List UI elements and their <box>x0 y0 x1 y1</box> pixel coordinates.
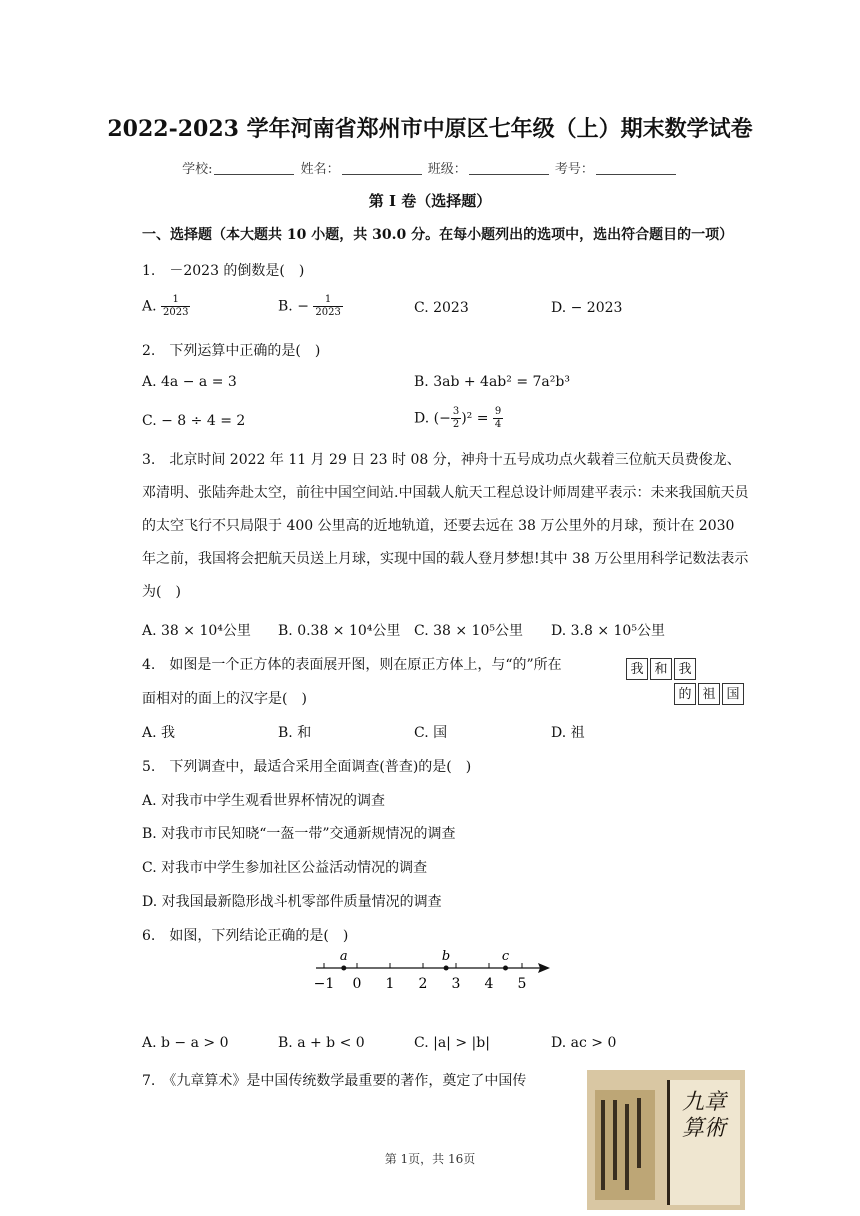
book-text-column <box>601 1100 605 1190</box>
question-6-stem: 6. 如图，下列结论正确的是( ) <box>142 928 349 944</box>
question-6-option-b[interactable]: B. a + b < 0 <box>278 1035 365 1051</box>
cube-cell: 我 <box>674 658 696 680</box>
question-4-option-d[interactable]: D. 祖 <box>551 725 585 741</box>
book-text-column <box>613 1100 617 1180</box>
question-5-option-a[interactable]: A. 对我市中学生观看世界杯情况的调查 <box>142 793 386 809</box>
fraction <box>493 406 503 431</box>
book-title-text: 九章算術 <box>681 1090 726 1141</box>
question-4-stem-line1: 4. 如图是一个正方体的表面展开图，则在原正方体上，与“的”所在 <box>142 657 562 673</box>
question-6-option-c[interactable]: C. |a| > |b| <box>414 1035 490 1051</box>
number-line-point <box>503 966 508 971</box>
option-b-label: B. − <box>278 298 309 315</box>
question-1-option-d[interactable]: D. − 2023 <box>551 300 623 316</box>
question-1-option-a[interactable] <box>142 294 190 319</box>
numerator: 1 <box>161 294 190 307</box>
number-line-point <box>444 966 449 971</box>
section-heading: 一、选择题（本大题共 10 小题，共 30.0 分。在每小题列出的选项中，选出符合题目的一项） <box>142 227 734 243</box>
numerator: 9 <box>494 406 502 417</box>
cube-net-figure <box>626 658 751 708</box>
fraction <box>451 406 461 431</box>
question-3-option-c[interactable]: C. 38 × 10⁵公里 <box>414 623 523 639</box>
fraction <box>161 294 190 319</box>
question-5-option-b[interactable]: B. 对我市市民知晓“一盔一带”交通新规情况的调查 <box>142 826 456 842</box>
denominator: 4 <box>494 419 502 430</box>
question-3-option-a[interactable]: A. 38 × 10⁴公里 <box>142 623 251 639</box>
page-title: 2022-2023 学年河南省郑州市中原区七年级（上）期末数学试卷 <box>107 116 753 142</box>
cube-cell: 和 <box>650 658 672 680</box>
question-3-option-b[interactable]: B. 0.38 × 10⁴公里 <box>278 623 401 639</box>
nine-chapters-book-image <box>587 1070 745 1210</box>
question-1-option-c[interactable]: C. 2023 <box>414 300 469 316</box>
page-footer: 第 1页，共 16页 <box>384 1152 476 1166</box>
question-6-option-d[interactable]: D. ac > 0 <box>551 1035 617 1051</box>
option-d-prefix: D. (− <box>414 410 451 427</box>
cube-cell: 国 <box>722 683 744 705</box>
question-2-option-c[interactable]: C. − 8 ÷ 4 = 2 <box>142 413 246 429</box>
denominator: 2 <box>452 419 460 430</box>
option-a-label: A. <box>142 298 157 315</box>
number-line-point-label: a <box>339 949 348 964</box>
class-label: 班级： <box>427 162 467 177</box>
question-2-stem: 2. 下列运算中正确的是( ) <box>142 343 321 359</box>
number-line-tick-label: 4 <box>484 976 494 992</box>
denominator: 2023 <box>315 307 341 318</box>
number-line-tick-label: 1 <box>385 976 395 992</box>
number-label: 考号： <box>554 162 594 177</box>
book-text-column <box>625 1104 629 1190</box>
name-blank[interactable] <box>342 162 422 175</box>
question-7-stem: 7. 《九章算术》是中国传统数学最重要的著作，奠定了中国传 <box>142 1073 527 1089</box>
question-1-option-b[interactable] <box>278 294 343 319</box>
question-3-stem: 3. 北京时间 2022 年 11 月 29 日 23 时 08 分，神舟十五号成功点火载着三位航天员费俊龙、邓清明、张陆奔赴太空，前往中国空间站.中国载人航天工程总设计师周建平表示：未来我国航天员的太空飞行不只局限于 400 公里高的近地轨道，还要去远在 38 万公里外的月球，预计在 2030 年之前，我国将会把航天员送上月球，实现中国的载人登月梦想!其中 38 万公里用科学记数法表示为( ) <box>142 452 749 600</box>
number-line-point-label: b <box>441 949 451 964</box>
school-label: 学校: <box>182 162 213 177</box>
question-2-option-a[interactable]: A. 4a − a = 3 <box>142 374 237 390</box>
number-line-tick-label: −1 <box>313 976 335 992</box>
number-line-point <box>341 966 346 971</box>
question-4-option-a[interactable]: A. 我 <box>142 725 176 741</box>
name-label: 姓名： <box>300 162 340 177</box>
number-line-tick-label: 3 <box>451 976 461 992</box>
number-line-tick-label: 2 <box>418 976 428 992</box>
option-d-mid: )² = <box>461 410 489 427</box>
part-heading: 第 I 卷（选择题） <box>368 192 492 210</box>
numerator: 3 <box>452 406 460 417</box>
question-5-option-c[interactable]: C. 对我市中学生参加社区公益活动情况的调查 <box>142 860 428 876</box>
cube-cell: 祖 <box>698 683 720 705</box>
question-2-option-b[interactable]: B. 3ab + 4ab² = 7a²b³ <box>414 374 570 390</box>
number-line-point-label: c <box>501 949 510 964</box>
number-line-tick-label: 0 <box>352 976 362 992</box>
question-4-option-b[interactable]: B. 和 <box>278 725 312 741</box>
cube-cell: 的 <box>674 683 696 705</box>
question-3-option-d[interactable]: D. 3.8 × 10⁵公里 <box>551 623 665 639</box>
question-2-option-d[interactable] <box>414 406 503 431</box>
numerator: 1 <box>313 294 342 307</box>
question-5-stem: 5. 下列调查中，最适合采用全面调查(普查)的是( ) <box>142 759 472 775</box>
number-line-figure <box>310 948 560 998</box>
question-5-option-d[interactable]: D. 对我国最新隐形战斗机零部件质量情况的调查 <box>142 894 442 910</box>
class-blank[interactable] <box>469 162 549 175</box>
question-4-option-c[interactable]: C. 国 <box>414 725 448 741</box>
fraction <box>313 294 342 319</box>
denominator: 2023 <box>163 307 189 318</box>
question-6-option-a[interactable]: A. b − a > 0 <box>142 1035 229 1051</box>
student-info-line <box>0 158 860 177</box>
question-1-stem: 1. －2023 的倒数是( ) <box>142 263 305 279</box>
number-line-tick-label: 5 <box>517 976 527 992</box>
school-blank[interactable] <box>214 162 294 175</box>
question-4-stem-line2: 面相对的面上的汉字是( ) <box>142 691 307 707</box>
cube-cell: 我 <box>626 658 648 680</box>
number-blank[interactable] <box>596 162 676 175</box>
